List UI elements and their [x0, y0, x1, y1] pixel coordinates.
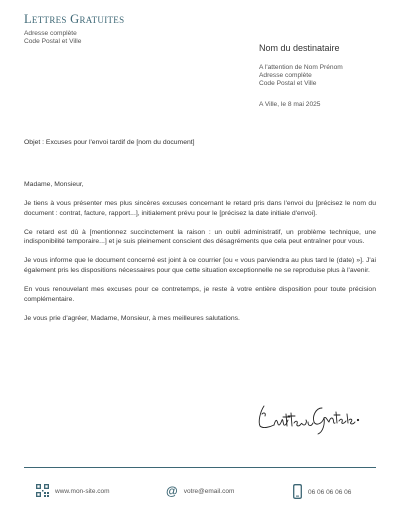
- mobile-phone-icon: [293, 484, 302, 501]
- website-text: www.mon-site.com: [55, 488, 110, 495]
- paragraph-1: Je tiens à vous présenter mes plus sincères excuses concernant le retard pris dans l'envoi du [précisez le nom du document : contrat, facture, rapport...], initialement prévu pour le [précisez la date initiale d'envoi].: [24, 200, 376, 217]
- footer-divider: [24, 467, 376, 468]
- recipient-attention: A l'attention de Nom Prénom: [259, 64, 343, 71]
- paragraph-4: En vous renouvelant mes excuses pour ce contretemps, je reste à votre entière disposition pour toute précision complémentaire.: [24, 286, 376, 303]
- footer-website: [36, 484, 110, 499]
- handwritten-signature: [250, 396, 360, 441]
- qr-code-icon: [36, 484, 49, 499]
- recipient-address: Adresse complète: [259, 72, 312, 79]
- email-text: votre@email.com: [183, 487, 235, 495]
- footer-phone: [293, 484, 351, 501]
- recipient-name: Nom du destinataire: [259, 43, 340, 53]
- recipient-postal: Code Postal et Ville: [259, 80, 317, 87]
- brand-logo: Lettres Gratuites: [24, 12, 125, 26]
- sender-address: Adresse complète: [24, 30, 77, 37]
- sender-postal: Code Postal et Ville: [24, 38, 82, 45]
- sender-block: [24, 30, 81, 46]
- at-sign-icon: @: [166, 484, 178, 498]
- phone-text: 06 06 06 06 06: [308, 489, 352, 496]
- letter-subject: Objet : Excuses pour l'envoi tardif de [nom du document]: [24, 139, 195, 146]
- greeting: Madame, Monsieur,: [24, 181, 84, 188]
- place-date: A Ville, le 8 mai 2025: [259, 101, 321, 108]
- paragraph-3: Je vous informe que le document concerné est joint à ce courrier [ou « vous parviendra au plus tard le (date) »]. J'ai également pris les dispositions nécessaires pour que cette situation exceptionnelle ne se reproduise plus à l'avenir.: [24, 257, 376, 275]
- paragraph-2: Ce retard est dû à [mentionnez succinctement la raison : un oubli administratif, un problème technique, une indisponibilité temporaire...] et je suis pleinement conscient des désagréments que cela peut entraîner pour vous.: [24, 228, 376, 246]
- letter-body: [24, 180, 376, 333]
- recipient-block: [259, 64, 343, 88]
- closing: Je vous prie d'agréer, Madame, Monsieur, à mes meilleures salutations.: [24, 314, 240, 322]
- footer-email: [166, 484, 234, 498]
